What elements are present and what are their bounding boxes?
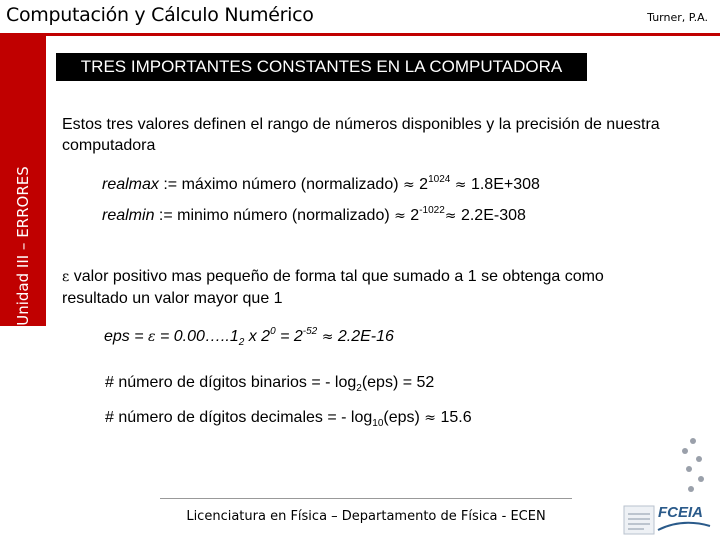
- eps-exp-52: -52: [302, 326, 318, 337]
- eps-equals: = 2: [275, 328, 303, 345]
- decimal-digits-line: [105, 408, 472, 428]
- realmax-definition: := máximo número (normalizado): [158, 176, 403, 193]
- realmin-base: 2: [405, 207, 420, 224]
- course-title: Computación y Cálculo Numérico: [6, 4, 314, 26]
- epsilon-definition: [62, 266, 662, 309]
- decimal-digits-result: 15.6: [436, 409, 472, 426]
- realmax-base: 2: [414, 176, 429, 193]
- eps-mantissa: = 0.00…..1: [155, 328, 239, 345]
- eps-times: x 2: [244, 328, 271, 345]
- realmin-line: [102, 206, 526, 226]
- eps-base-subscript: 2: [238, 337, 245, 348]
- epsilon-symbol: ε: [62, 269, 70, 285]
- unit-label: Unidad III – ERRORES: [14, 166, 32, 326]
- log-base-2: 2: [356, 383, 362, 394]
- approx-symbol: ≈: [444, 208, 457, 224]
- realmin-name: realmin: [102, 207, 155, 224]
- slide-header: [0, 0, 720, 34]
- fceia-logo-text: FCEIA: [658, 504, 703, 521]
- realmax-line: [102, 175, 540, 195]
- epsilon-symbol: ε: [148, 329, 156, 345]
- decorative-dots: [678, 438, 708, 498]
- realmin-exponent: -1022: [419, 205, 445, 216]
- decimal-digits-text: # número de dígitos decimales = - log: [105, 409, 373, 426]
- binary-digits-text: # número de dígitos binarios = - log: [105, 374, 357, 391]
- author-label: Turner, P.A.: [647, 11, 708, 24]
- approx-symbol: ≈: [321, 329, 334, 345]
- approx-symbol: ≈: [403, 177, 415, 193]
- realmax-exponent: 1024: [428, 174, 451, 185]
- binary-digits-result: (eps) = 52: [361, 374, 435, 391]
- realmax-result: 1.8E+308: [466, 176, 540, 193]
- footer-divider: [160, 498, 572, 499]
- realmax-name: realmax: [102, 176, 159, 193]
- intro-paragraph: Estos tres valores definen el rango de números disponibles y la precisión de nuestra computadora: [62, 116, 660, 154]
- realmin-definition: := minimo número (normalizado): [154, 207, 395, 224]
- realmin-result: 2.2E-308: [456, 207, 526, 224]
- fceia-logo: [622, 500, 712, 540]
- epsilon-definition-text: valor positivo mas pequeño de forma tal que sumado a 1 se obtenga como resultado un valor mayor que 1: [62, 268, 604, 307]
- footer-text: Licenciatura en Física – Departamento de Física - ECEN: [186, 509, 546, 524]
- eps-formula: [104, 327, 394, 347]
- approx-symbol: ≈: [454, 177, 467, 193]
- header-divider: [0, 33, 720, 36]
- decimal-digits-rest: (eps): [383, 409, 425, 426]
- eps-result: 2.2E-16: [333, 328, 394, 345]
- slide-title: TRES IMPORTANTES CONSTANTES EN LA COMPUTADORA: [56, 53, 587, 81]
- approx-symbol: ≈: [424, 410, 437, 426]
- eps-lhs: eps =: [104, 328, 149, 345]
- eps-exp-zero: 0: [270, 326, 276, 337]
- binary-digits-line: [105, 373, 434, 393]
- log-base-10: 10: [372, 418, 384, 429]
- approx-symbol: ≈: [394, 208, 406, 224]
